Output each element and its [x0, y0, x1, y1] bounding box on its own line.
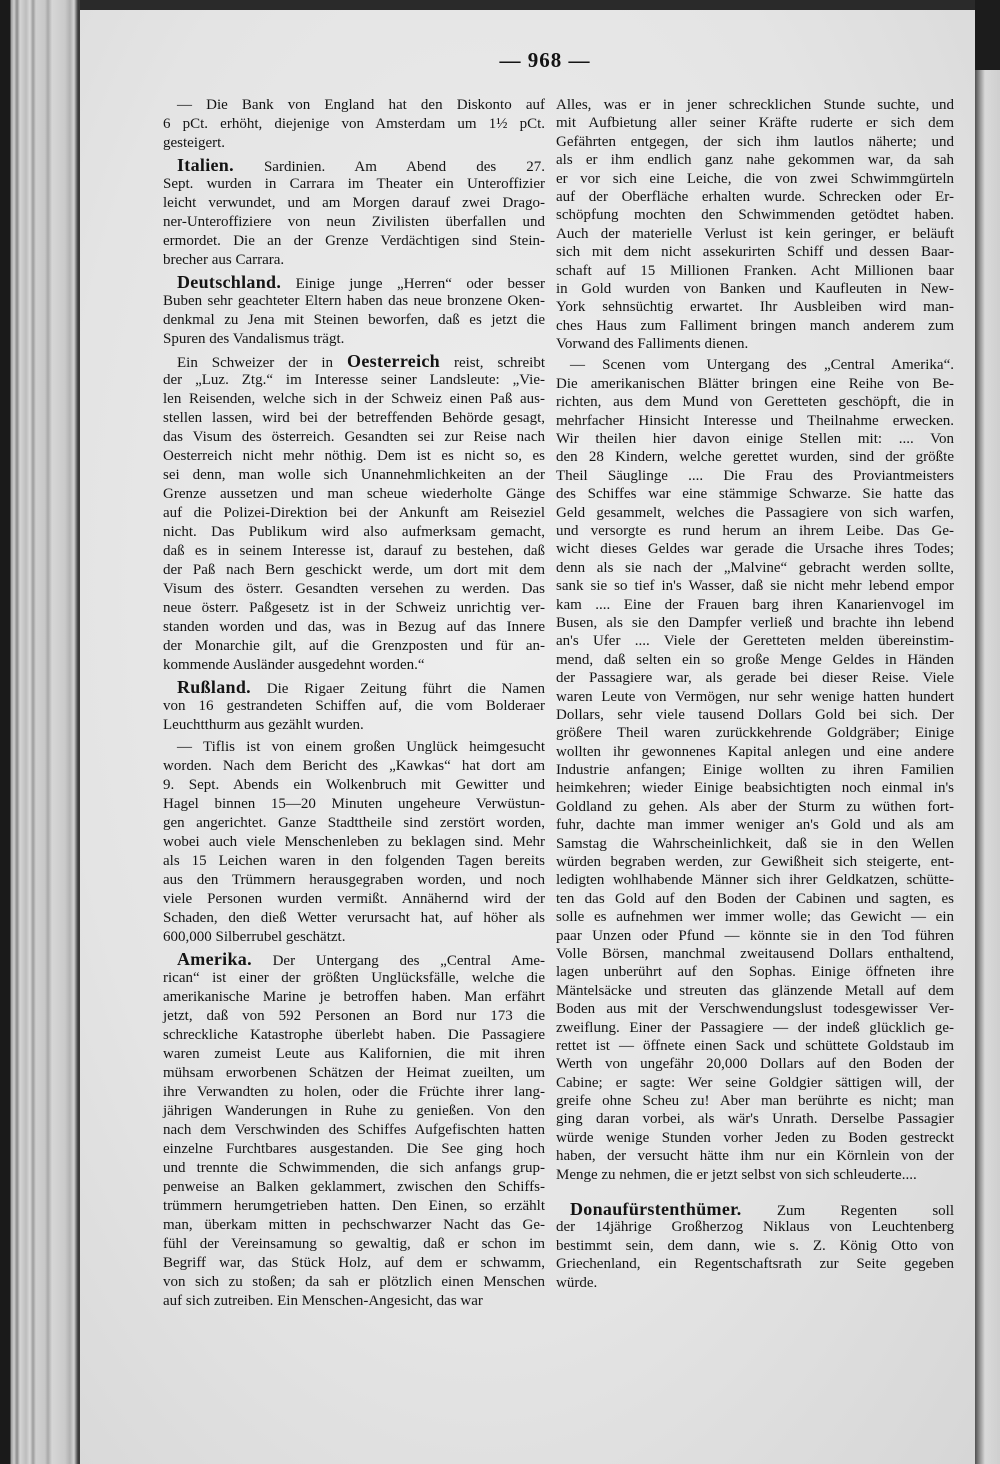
line-text: wollten ihr gewonnenes Kapital anlegen und eine andere — [556, 743, 954, 760]
line-text: auf die Polizei-Direktion bei der Ankunft am Reiseziel — [163, 505, 545, 521]
text-line — [163, 1064, 545, 1083]
text-line — [556, 317, 954, 335]
line-text: fühl der Vereinsamung so gewaltig, daß er schon im — [163, 1236, 545, 1252]
text-line — [556, 688, 954, 706]
text-line — [163, 447, 545, 466]
line-text: Zum Regenten soll — [776, 1203, 954, 1220]
line-text: gen angerichtet. Ganze Stadttheile sind zerstört worden, — [163, 815, 545, 831]
line-text: jetzt, daß von 592 Personen an Bord nur 173 die — [163, 1008, 545, 1024]
line-text: aus den Trümmern herausgegraben worden, und noch — [163, 872, 545, 888]
text-line — [163, 599, 545, 618]
text-line — [163, 273, 545, 292]
line-text: wobei auch viele Menschenleben zu beklagen sind. Mehr — [163, 834, 545, 850]
text-line — [163, 1235, 545, 1254]
text-line — [556, 170, 954, 188]
text-line — [556, 1092, 954, 1110]
line-text: gesteigert. — [163, 135, 226, 151]
text-line — [163, 852, 545, 871]
text-line — [556, 559, 954, 577]
text-line — [556, 963, 954, 981]
line-text: Werth von ungefähr 20,000 Dollars auf den Boden der — [556, 1056, 954, 1073]
text-line — [556, 1200, 954, 1218]
text-line — [556, 982, 954, 1000]
line-text: des Schiffes war eine stämmige Schwarze. Sie hatte das — [556, 486, 954, 503]
text-line — [556, 430, 954, 448]
text-line — [163, 96, 545, 115]
line-text: Sardinien. Am Abend des 27. — [263, 159, 545, 175]
text-line — [556, 835, 954, 853]
section-heading: Rußland. — [177, 677, 251, 697]
text-line — [556, 1074, 954, 1092]
line-text: der Monarchie gilt, auf die Grenzposten und für an- — [163, 638, 545, 654]
text-line — [163, 194, 545, 213]
text-line — [163, 352, 545, 371]
text-line — [556, 188, 954, 206]
text-line — [556, 1129, 954, 1147]
line-text: Wir theilen hier davon einige Stellen mit: .... Von — [556, 431, 954, 448]
line-text: der Paß nach Bern geschickt werde, um dort mit dem — [163, 562, 545, 578]
line-text: — Tiflis ist von einem großen Unglück heimgesucht — [177, 739, 545, 755]
line-text: man, überkam mitten in pechschwarzer Nacht das Ge- — [163, 1217, 545, 1233]
line-text: stellen lassen, wird bei der betreffenden Behörde gesagt, — [163, 410, 545, 426]
text-line — [163, 175, 545, 194]
text-line — [556, 908, 954, 926]
text-line — [163, 156, 545, 175]
line-text: Cabine; er sagte: Wer seine Goldgier sättigen will, der — [556, 1074, 954, 1091]
text-line — [556, 375, 954, 393]
text-line — [556, 393, 954, 411]
text-line — [556, 504, 954, 522]
line-text: standen worden und das, was in Bezug auf das Innere — [163, 619, 545, 635]
line-text: Industrie anfangen; Einige wollten zu ihren Familien — [556, 762, 954, 779]
text-line — [556, 356, 954, 374]
line-text: Busen, als sie den Dampfer verließ und brachte ihn lebend — [556, 614, 954, 631]
line-text: als er ihm endlich ganz nahe gekommen war, da sah — [556, 152, 954, 169]
text-line — [163, 115, 545, 134]
scan-border — [975, 0, 1000, 70]
text-line — [163, 330, 545, 349]
text-line — [556, 412, 954, 430]
text-line — [163, 292, 545, 311]
text-line — [163, 656, 545, 675]
text-line — [163, 311, 545, 330]
line-text: York sehnsüchtig erwartet. Ihr Ausbleiben wird man- — [556, 299, 954, 316]
text-line — [163, 871, 545, 890]
text-line — [163, 466, 545, 485]
text-line — [556, 596, 954, 614]
text-line — [163, 1292, 545, 1311]
text-line — [556, 945, 954, 963]
line-text: Ein Schweizer der in — [177, 355, 334, 371]
line-text: in Gold wurden von Banken und Kaufleuten in New- — [556, 280, 954, 297]
line-text: und trennte die Schwimmenden, die sich anfangs grup- — [163, 1160, 545, 1176]
line-text: Die Rigaer Zeitung führt die Namen — [266, 681, 545, 697]
text-line — [556, 1147, 954, 1165]
text-line — [556, 761, 954, 779]
line-text: das Visum des österreich. Gesandten sei zur Reise nach — [163, 429, 545, 445]
line-text: wicht dieses Geldes war gerade die Ursache ihres Todes; — [556, 541, 954, 558]
text-line — [556, 262, 954, 280]
text-line — [163, 833, 545, 852]
line-text: schaft auf 15 Millionen Franken. Acht Millionen baar — [556, 262, 954, 279]
text-line — [163, 1216, 545, 1235]
line-text: trümmern herumgetrieben hatten. Den Einen, so erzählt — [163, 1198, 545, 1214]
line-text: nach dem Verschwinden des Schiffes Aufgefischten hatten — [163, 1122, 545, 1138]
line-text: größere Theil waren zurückkehrende Goldgräber; Einige — [556, 725, 954, 742]
text-line — [163, 1178, 545, 1197]
line-text: Goldland zu gehen. Als aber der Sturm zu wüthen fort- — [556, 798, 954, 815]
line-text: Griechenland, ein Regentschaftsrath zur Seite gegeben — [556, 1256, 954, 1273]
text-line — [556, 133, 954, 151]
text-line — [163, 1083, 545, 1102]
text-line — [556, 1274, 954, 1292]
text-line — [163, 1121, 545, 1140]
text-line — [163, 485, 545, 504]
text-line — [163, 1197, 545, 1216]
line-text: ging daran vorbei, als wär's Unrath. Derselbe Passagier — [556, 1111, 954, 1128]
right-page-edge — [975, 0, 1000, 1464]
line-text: mehrfacher Hinsicht Interesse und Theilnahme erwecken. — [556, 412, 954, 429]
line-text: Sept. wurden in Carrara im Theater ein Unteroffizier — [163, 176, 545, 192]
text-line — [556, 206, 954, 224]
line-text: solle es aufnehmen wer immer wolle; das Gewicht — ein — [556, 909, 954, 926]
line-text: auf sich zutreiben. Ein Menschen-Angesicht, das war — [163, 1293, 483, 1309]
text-line — [556, 927, 954, 945]
text-line — [163, 1254, 545, 1273]
article-paragraph — [163, 156, 545, 270]
text-line — [163, 1273, 545, 1292]
article-paragraph — [556, 96, 954, 353]
line-text: einzelne Furchtbares ausgestanden. Die See ging hoch — [163, 1141, 545, 1157]
text-line — [556, 485, 954, 503]
line-text: worden. Nach dem Bericht des „Kawkas“ hat dort am — [163, 758, 545, 774]
line-text: Dollars, sehr viele tausend Dollars Gold bei sich. Der — [556, 706, 954, 723]
text-line — [163, 561, 545, 580]
line-text: ledigten wohlhabende Männer sich ihrer Geldkatzen, schütte- — [556, 872, 954, 889]
text-line — [163, 928, 545, 947]
article-paragraph — [163, 678, 545, 735]
line-text: ihre Verwandten zu holen, oder die Früchte ihrer lang- — [163, 1084, 545, 1100]
text-line — [163, 950, 545, 969]
text-line — [556, 151, 954, 169]
text-line — [163, 232, 545, 251]
text-line — [556, 779, 954, 797]
line-text: Auch der materielle Verlust ist kein geringer, er beläuft — [556, 225, 954, 242]
text-line — [163, 757, 545, 776]
text-line — [556, 1237, 954, 1255]
line-text: jährigen Wanderungen in Ruhe zu genießen. Von den — [163, 1103, 545, 1119]
text-line — [556, 1110, 954, 1128]
text-line — [163, 390, 545, 409]
line-text: — Scenen vom Untergang des „Central Amerika“. — [570, 357, 954, 374]
line-text: mend, daß selten ein so große Menge Geldes in Händen — [556, 651, 954, 668]
text-line — [163, 814, 545, 833]
line-text: leicht verwundet, und am Morgen darauf zwei Drago- — [163, 195, 545, 211]
text-line — [556, 1055, 954, 1073]
line-text: der 14jährige Großherzog Niklaus von Leuchtenberg — [556, 1219, 954, 1236]
line-text: würde wenige Stunden vorher Jeden zu Boden gestreckt — [556, 1129, 954, 1146]
line-text: richten, aus dem Mund von Geretteten geschöpft, die in — [556, 394, 954, 411]
line-text: Menge zu nehmen, die er jetzt selbst von sich schleuderte.... — [556, 1166, 917, 1183]
line-text: würden begraben werden, zur Gewißheit sich steigerte, ent- — [556, 854, 954, 871]
line-text: Theil Säuglinge .... Die Frau des Proviantmeisters — [556, 467, 954, 484]
line-text: ten das Gold auf den Boden der Cabinen und sagten, es — [556, 890, 954, 907]
line-text: Volle Börsen, manchmal zweitausend Dollars enthaltend, — [556, 945, 954, 962]
text-line — [556, 540, 954, 558]
line-text: — Die Bank von England hat den Diskonto auf — [177, 97, 545, 113]
text-line — [163, 1102, 545, 1121]
page-stack-edges — [0, 0, 80, 1464]
line-text: 600,000 Silberrubel geschätzt. — [163, 929, 346, 945]
text-line — [163, 1045, 545, 1064]
text-line — [163, 213, 545, 232]
line-text: fuhr, dachte man immer weniger an's Gold und als am — [556, 817, 954, 834]
text-line — [556, 890, 954, 908]
text-line — [163, 738, 545, 757]
line-text: len Reisenden, welche sich in der Schweiz einen Paß aus- — [163, 391, 545, 407]
text-line — [163, 542, 545, 561]
line-text: Schaden, den dieß Wetter verursacht hat, auf höher als — [163, 910, 545, 926]
line-text: ches Haus zum Falliment bringen manch anderem zum — [556, 317, 954, 334]
text-line — [556, 335, 954, 353]
line-text: Visum des österr. Gesandten versehen zu werden. Das — [163, 581, 545, 597]
text-line — [556, 96, 954, 114]
text-line — [556, 114, 954, 132]
line-text: daß es in seinem Interesse ist, darauf zu bestehen, daß — [163, 543, 545, 559]
line-text: mühsam erworbenen Schätzen der Heimat zueilten, um — [163, 1065, 545, 1081]
line-text: Geld gesammelt, welches die Passagiere von sich warfen, — [556, 504, 954, 521]
article-paragraph — [556, 356, 954, 1184]
line-text: als 15 Leichen waren in den folgenden Tagen bereits — [163, 853, 545, 869]
text-line — [163, 580, 545, 599]
text-line — [556, 225, 954, 243]
text-line — [163, 504, 545, 523]
line-text: greife ohne Scheu zu! Aber man berührte es nicht; man — [556, 1093, 954, 1110]
line-text: 9. Sept. Abends ein Wolkenbruch mit Gewitter und — [163, 777, 545, 793]
line-text: Die amerikanischen Blätter bringen eine Reihe von Be- — [556, 375, 954, 392]
text-line — [556, 1218, 954, 1236]
text-line — [163, 697, 545, 716]
text-line — [556, 798, 954, 816]
line-text: nicht. Das Publikum wird also aufmerksam gemacht, — [163, 524, 545, 540]
article-paragraph — [163, 738, 545, 947]
section-heading: Italien. — [177, 155, 234, 175]
text-line — [556, 448, 954, 466]
line-text: rettet ist — öffnete einen Sack und schüttete Goldstaub im — [556, 1037, 954, 1054]
text-line — [163, 1026, 545, 1045]
line-text: bestimmt sein, dem dann, wie s. Z. König Otto von — [556, 1237, 954, 1254]
line-text: ermordet. Die an der Grenze Verdächtigen sind Stein- — [163, 233, 545, 249]
line-text: den 28 Kindern, welche gerettet wurden, sind der größte — [556, 449, 954, 466]
line-text: mit Aufbietung aller seiner Kräfte ruderte er sich dem — [556, 115, 954, 132]
line-text: paar Unzen oder Pfund — könnte sie in den Tod führen — [556, 927, 954, 944]
text-line — [556, 816, 954, 834]
line-text: brecher aus Carrara. — [163, 252, 285, 268]
text-line — [556, 669, 954, 687]
line-text: waren Leute von Vermögen, nur sehr wenige hatten hundert — [556, 688, 954, 705]
line-text: Gefährten entgegen, der sich ihm lautlos näherte; und — [556, 133, 954, 150]
line-text: Hagel binnen 15—20 Minuten ungeheure Verwüstun- — [163, 796, 545, 812]
line-text: Samstag die Wahrscheinlichkeit, daß sie in den Wellen — [556, 835, 954, 852]
line-text: der Passagiere war, als gerade bei dieser Reise. Viele — [556, 670, 954, 687]
article-paragraph — [556, 1200, 954, 1292]
text-line — [556, 614, 954, 632]
line-text: Boden aus mit der Verschwendungslust todesgewisser Ver- — [556, 1001, 954, 1018]
article-paragraph — [163, 96, 545, 153]
text-line — [163, 716, 545, 735]
line-text: Leuchtthurm aus gezählt wurden. — [163, 717, 364, 733]
text-line — [556, 1000, 954, 1018]
line-text: Begriff war, das Stück Holz, auf dem er schwamm, — [163, 1255, 545, 1271]
line-text: schreckliche Katastrophe überlebt haben. Die Passagiere — [163, 1027, 545, 1043]
section-heading: Amerika. — [177, 949, 252, 969]
text-line — [556, 577, 954, 595]
line-text: Einige junge „Herren“ oder besser — [295, 276, 546, 292]
line-text: penweise an Balken geklammert, zwischen den Schiffs- — [163, 1179, 545, 1195]
article-paragraph — [163, 950, 545, 1311]
section-heading: Donaufürstenthümer. — [570, 1199, 742, 1220]
section-heading: Oesterreich — [347, 351, 440, 371]
line-text: amerikanische Marine je betroffen haben. Man erfährt — [163, 989, 545, 1005]
line-text: Spuren des Vandalismus trägt. — [163, 331, 345, 347]
text-line — [163, 134, 545, 153]
line-text: Buben sehr geachteter Eltern haben das neue bronzene Oken- — [163, 293, 545, 309]
text-line — [556, 1037, 954, 1055]
line-text: haben, der versucht hätte ihm nur ein Körnlein von der — [556, 1148, 954, 1165]
text-line — [163, 795, 545, 814]
article-paragraph — [163, 352, 545, 675]
text-line — [556, 1255, 954, 1273]
text-line — [556, 706, 954, 724]
line-text: würde. — [556, 1274, 598, 1291]
text-line — [163, 637, 545, 656]
line-text: ner-Unteroffiziere von neun Zivilisten überfallen und — [163, 214, 545, 230]
line-text: sank sie so tief in's Wasser, daß sie nicht mehr lebend empor — [556, 578, 954, 595]
line-text: er vor sich eine Leiche, die von zwei Schwimmgürteln — [556, 170, 954, 187]
text-line — [163, 890, 545, 909]
text-line — [556, 298, 954, 316]
text-line — [556, 522, 954, 540]
line-text: viele Personen wurden vermißt. Annähernd wird der — [163, 891, 545, 907]
line-text: kam .... Eine der Frauen barg ihren Kanarienvogel im — [556, 596, 954, 613]
text-line — [163, 371, 545, 390]
text-line — [163, 523, 545, 542]
text-line — [163, 1140, 545, 1159]
text-line — [163, 678, 545, 697]
text-line — [556, 280, 954, 298]
line-text: sei denn, man wolle sich Unannehmlichkeiten an der — [163, 467, 545, 483]
page-number: — 968 — — [499, 48, 591, 72]
line-text: an's Ufer .... Viele der Geretteten melden übereinstim- — [556, 633, 954, 650]
line-text: auf der Oberfläche erhalten wurde. Schrecken oder Er- — [556, 188, 954, 205]
line-text: denkmal zu Jena mit Steinen beworfen, daß es jetzt die — [163, 312, 545, 328]
text-line — [163, 428, 545, 447]
right-column — [556, 96, 954, 1295]
line-text: von 16 gestrandeten Schiffen auf, die vom Bolderaer — [163, 698, 545, 714]
text-line — [163, 776, 545, 795]
line-text: Der Untergang des „Central Ame- — [272, 953, 546, 969]
line-text: heimkehren; wieder Einige beabsichtigten noch einmal in's — [556, 780, 954, 797]
line-text: von sich zu stoßen; da sah er plötzlich einen Menschen — [163, 1274, 545, 1290]
text-line — [163, 1007, 545, 1026]
text-line — [556, 724, 954, 742]
line-text: waren zumeist Leute aus Kalifornien, die mit ihren — [163, 1046, 545, 1062]
line-text: kommende Ausländer ausgedehnt worden.“ — [163, 657, 425, 673]
line-text: Grenze aussetzen und man scheue wiederholte Gänge — [163, 486, 545, 502]
text-line — [163, 988, 545, 1007]
text-line — [556, 243, 954, 261]
line-text: Oesterreich nicht mehr nöthig. Dem ist es nicht so, es — [163, 448, 545, 464]
article-paragraph — [163, 273, 545, 349]
line-text: zweiflung. Einer der Passagiere — der indeß glücklich ge- — [556, 1019, 954, 1036]
text-line — [163, 1159, 545, 1178]
line-text: sich mit dem nicht assekurirten Schiff und dessen Baar- — [556, 244, 954, 261]
line-text: denn als sie nach der „Malvine“ gebracht werden sollte, — [556, 559, 954, 576]
line-text: rican“ ist einer der größten Unglücksfälle, welche die — [163, 970, 545, 986]
text-line — [163, 251, 545, 270]
line-text: 6 pCt. erhöht, diejenige von Amsterdam um 1½ pCt. — [163, 116, 545, 132]
text-line — [163, 618, 545, 637]
line-text: lagen unberührt auf den Sophas. Einige öffneten ihre — [556, 964, 954, 981]
text-line — [556, 467, 954, 485]
line-text: schöpfung mochten den Schwimmenden getödtet haben. — [556, 207, 954, 224]
text-line — [163, 909, 545, 928]
line-text: der „Luz. Ztg.“ im Interesse seiner Landsleute: „Vie- — [163, 372, 545, 388]
text-line — [556, 871, 954, 889]
text-line — [556, 651, 954, 669]
text-line — [556, 853, 954, 871]
section-heading: Deutschland. — [177, 272, 282, 292]
line-text: und versorgte es rund herum an ihrem Leibe. Das Ge- — [556, 522, 954, 539]
line-text: Alles, was er in jener schrecklichen Stunde suchte, und — [556, 97, 954, 113]
text-line — [163, 969, 545, 988]
line-text: reist, schreibt — [453, 355, 546, 371]
text-line — [163, 409, 545, 428]
line-text: Vorwand des Falliments dienen. — [556, 336, 749, 353]
line-text: neue österr. Paßgesetz ist in der Schweiz unrichtig ver- — [163, 600, 545, 616]
text-line — [556, 1019, 954, 1037]
left-column — [163, 96, 545, 1314]
line-text: Mäntelsäcke und streuten das glänzende Metall auf dem — [556, 982, 954, 999]
text-line — [556, 743, 954, 761]
text-line — [556, 1166, 954, 1184]
text-line — [556, 632, 954, 650]
